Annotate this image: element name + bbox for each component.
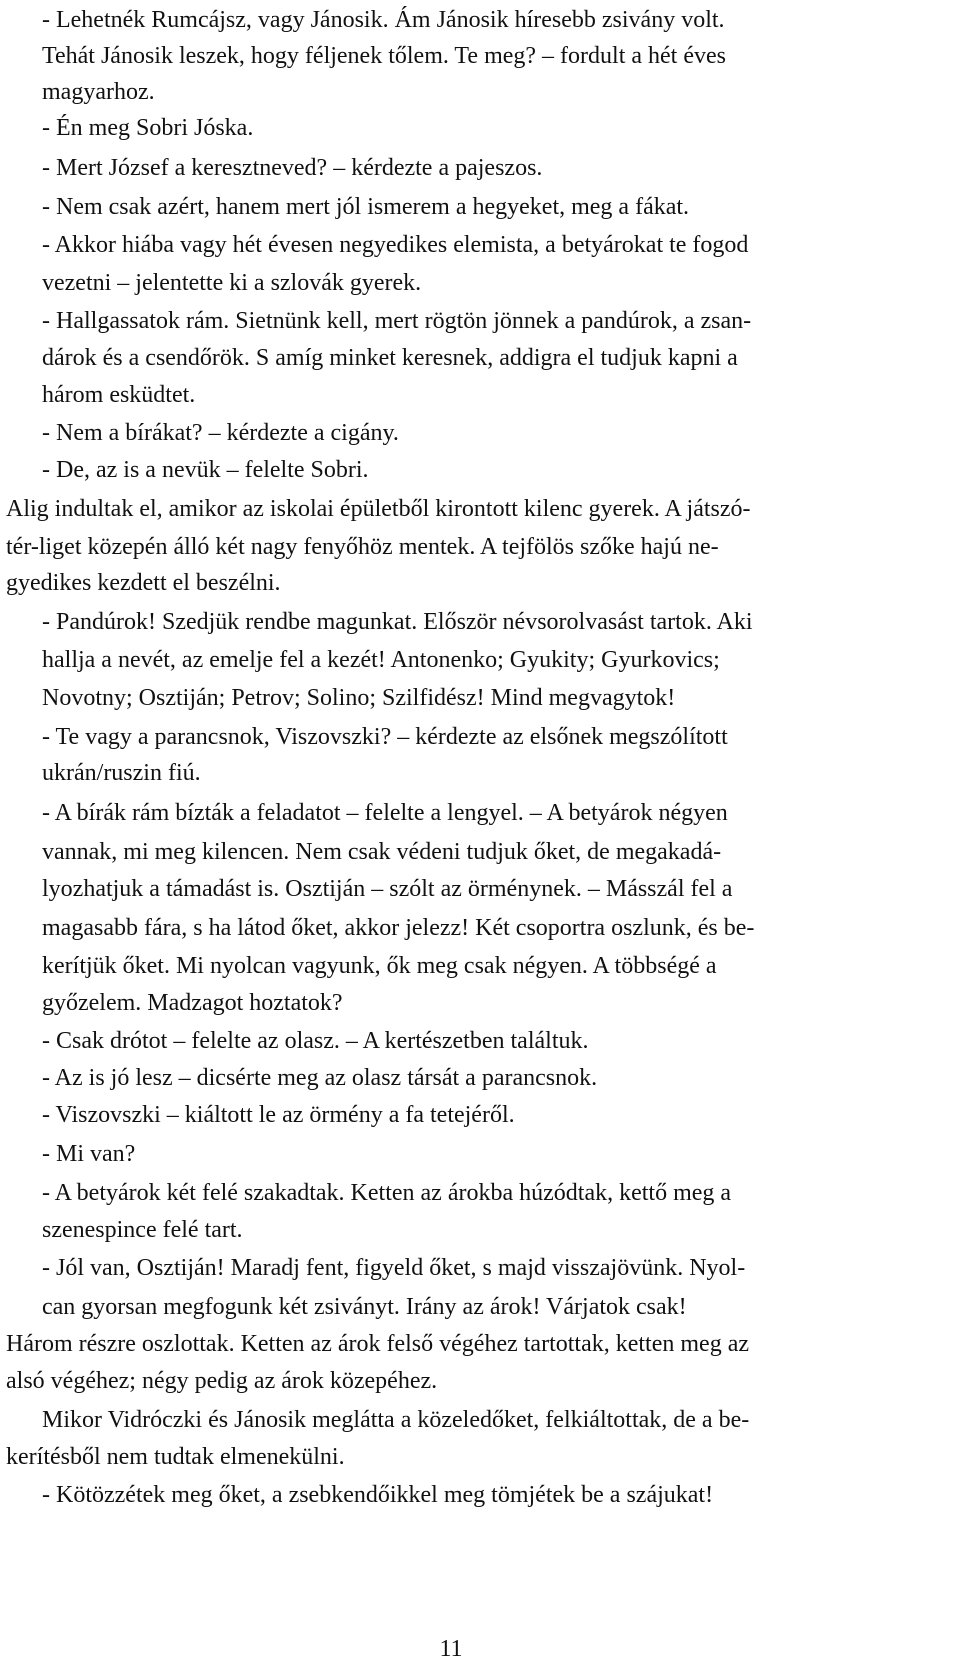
text-line: kerítésből nem tudtak elmenekülni. [6, 1444, 345, 1470]
text-line: - Mert József a keresztneved? – kérdezte a pajeszos. [42, 155, 543, 181]
text-line: gyedikes kezdett el beszélni. [6, 570, 281, 596]
text-line: - Mi van? [42, 1141, 136, 1167]
text-line: dárok és a csendőrök. S amíg minket keresnek, addigra el tudjuk kapni a [42, 345, 738, 371]
text-line: Három részre oszlottak. Ketten az árok felső végéhez tartottak, ketten meg az [6, 1331, 749, 1357]
text-line: szenespince felé tart. [42, 1217, 243, 1243]
text-line: - Te vagy a parancsnok, Viszovszki? – kérdezte az elsőnek megszólított [42, 724, 728, 750]
text-line: Alig indultak el, amikor az iskolai épületből kirontott kilenc gyerek. A játszó- [6, 496, 751, 522]
text-line: - Az is jó lesz – dicsérte meg az olasz társát a parancsnok. [42, 1065, 598, 1091]
text-line: can gyorsan megfogunk két zsiványt. Irány az árok! Várjatok csak! [42, 1294, 687, 1320]
text-line: - Akkor hiába vagy hét évesen negyedikes elemista, a betyárokat te fogod [42, 232, 749, 258]
text-line: - Nem csak azért, hanem mert jól ismerem a hegyeket, meg a fákat. [42, 194, 690, 220]
text-line: ukrán/ruszin fiú. [42, 760, 201, 786]
text-line: vannak, mi meg kilencen. Nem csak védeni tudjuk őket, de megakadá- [42, 839, 722, 865]
text-line: - Kötözzétek meg őket, a zsebkendőikkel meg tömjétek be a szájukat! [42, 1482, 714, 1508]
text-line: magyarhoz. [42, 79, 155, 105]
text-line: - A betyárok két felé szakadtak. Ketten az árokba húzódtak, kettő meg a [42, 1180, 732, 1206]
text-line: - Viszovszki – kiáltott le az örmény a fa tetejéről. [42, 1102, 515, 1128]
text-line: - Pandúrok! Szedjük rendbe magunkat. Először névsorolvasást tartok. Aki [42, 609, 753, 635]
text-line: vezetni – jelentette ki a szlovák gyerek. [42, 270, 422, 296]
text-line: győzelem. Madzagot hoztatok? [42, 990, 343, 1016]
text-line: - Csak drótot – felelte az olasz. – A kertészetben találtuk. [42, 1028, 589, 1054]
text-line: tér-liget közepén álló két nagy fenyőhöz mentek. A tejfölös szőke hajú ne- [6, 534, 719, 560]
text-line: lyozhatjuk a támadást is. Osztiján – szólt az örménynek. – Másszál fel a [42, 876, 733, 902]
page-number: 11 [439, 1636, 463, 1662]
text-line: - Én meg Sobri Jóska. [42, 115, 254, 141]
text-line: - Jól van, Osztiján! Maradj fent, figyeld őket, s majd visszajövünk. Nyol- [42, 1255, 746, 1281]
text-line: alsó végéhez; négy pedig az árok közepéhez. [6, 1368, 438, 1394]
text-line: Novotny; Osztiján; Petrov; Solino; Szilfidész! Mind megvagytok! [42, 685, 676, 711]
text-line: - A bírák rám bízták a feladatot – felelte a lengyel. – A betyárok négyen [42, 800, 728, 826]
text-line: kerítjük őket. Mi nyolcan vagyunk, ők meg csak négyen. A többségé a [42, 953, 717, 979]
text-line: - Hallgassatok rám. Sietnünk kell, mert rögtön jönnek a pandúrok, a zsan- [42, 308, 752, 334]
text-line: - Lehetnék Rumcájsz, vagy Jánosik. Ám Jánosik híresebb zsivány volt. [42, 7, 725, 33]
text-line: magasabb fára, s ha látod őket, akkor jelezz! Két csoportra oszlunk, és be- [42, 915, 755, 941]
text-line: hallja a nevét, az emelje fel a kezét! Antonenko; Gyukity; Gyurkovics; [42, 647, 720, 673]
text-line: három esküdtet. [42, 382, 196, 408]
text-line: Mikor Vidróczki és Jánosik meglátta a közeledőket, felkiáltottak, de a be- [42, 1407, 750, 1433]
text-line: - Nem a bírákat? – kérdezte a cigány. [42, 420, 399, 446]
text-line: - De, az is a nevük – felelte Sobri. [42, 457, 369, 483]
text-line: Tehát Jánosik leszek, hogy féljenek tőlem. Te meg? – fordult a hét éves [42, 43, 726, 69]
